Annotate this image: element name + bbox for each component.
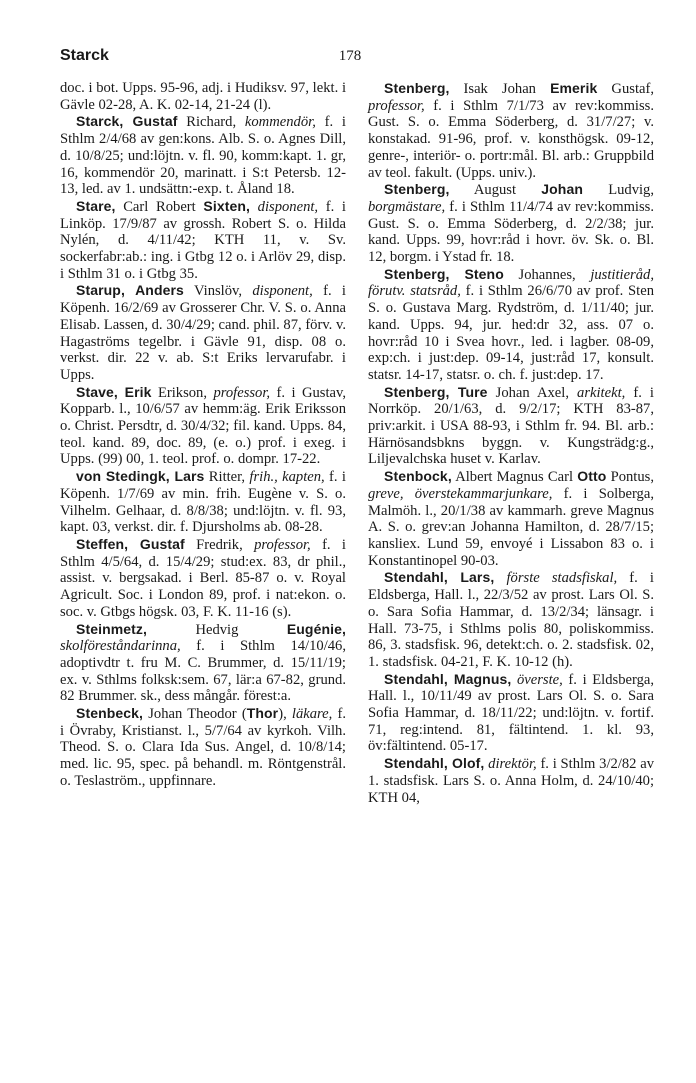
entry-name-emphasis: Sixten, bbox=[203, 197, 250, 214]
entry-title: förste stadsfiskal, bbox=[506, 570, 618, 587]
entry-title: kommendör, bbox=[244, 114, 316, 131]
entry-text: f. i Sthlm 11/4/74 av rev:kommiss. Gust. S. o. Emma Söderberg, d. 2/2/38; jur. kand. Upps. 99, hovr:råd i hovr. öv. Sk. o. Bl. 12, borgm. i Ystad fr. 18. bbox=[368, 198, 654, 266]
entry-name: Stenbeck, bbox=[76, 705, 144, 722]
biography-entry bbox=[368, 755, 654, 806]
entry-title: skolföreståndarinna, bbox=[60, 638, 181, 655]
entry-given-names bbox=[494, 570, 506, 586]
entry-name-emphasis: Emerik bbox=[550, 80, 598, 96]
entry-title: professor, bbox=[368, 97, 425, 114]
entry-name: Stenberg, bbox=[384, 80, 450, 96]
entry-text: f. i Köpenh. 1/7/69 av min. frih. Eugène v. S. o. Vilhelm. Gelhaar, d. 8/8/38; und:löjtn. v. fl. 93, kapt. 03, verkst. dir. f. Djursholms ab. 08-28. bbox=[60, 469, 346, 536]
entry-name: Stendahl, Olof, bbox=[384, 755, 485, 772]
entry-name: Stenbock, bbox=[384, 468, 452, 485]
biography-entry bbox=[368, 468, 654, 569]
entry-lead bbox=[368, 182, 449, 198]
entry-text: f. i Köpenh. 16/2/69 av Grosserer Chr. V. S. o. Anna Elisab. Lassen, d. 30/4/29; cand. phil. 87, förv. v. Hagaströms tegelbr. i Gävle 91, disp. 08 o. verkst. dir. 22 v. ab. S:t Eriks lervarufabr. i Upps. bbox=[60, 283, 346, 383]
entry-text: f. i Gustav, Kopparb. l., 10/6/57 av hemm:äg. Erik Eriksson o. Christ. Persdtr, d. 30/4/32; fil. kand. Upps. 84, teol. kand. 89, doc. 89, (e. o.) prof. i exeg. i Upps. (99) 00, 1. teol. prof. o. dompr. 17-22. bbox=[60, 384, 346, 468]
biography-entry bbox=[60, 536, 346, 621]
entry-lead bbox=[60, 622, 147, 638]
entry-lead bbox=[60, 706, 143, 722]
biography-entry bbox=[60, 384, 346, 469]
running-head bbox=[60, 47, 640, 69]
right-column bbox=[368, 80, 654, 806]
biography-entry bbox=[368, 384, 654, 469]
entry-name: Steinmetz, bbox=[76, 620, 148, 637]
entry-title: professor, bbox=[213, 384, 271, 401]
entry-given-names: Johannes, bbox=[503, 266, 591, 283]
entry-lead bbox=[368, 672, 511, 688]
entry-title: läkare, bbox=[291, 706, 333, 723]
entry-text: f. i Övraby, Kristianst. l., 5/7/64 av kyrkoh. Vilh. Theod. S. o. Clara Ida Sus. Angel, d. 10/8/14; med. lic. 95, spec. på behandl. m. Röntgenstrål. o. Teslaström., uppfinnare. bbox=[60, 706, 346, 789]
entry-name: Starup, Anders bbox=[76, 282, 184, 299]
entry-name-emphasis: Otto bbox=[577, 468, 607, 485]
entry-given-names: Albert Magnus Carl bbox=[451, 469, 578, 486]
entry-given-names-rest: Ludvig, bbox=[582, 182, 654, 199]
entry-title: överste, bbox=[517, 671, 563, 688]
entry-lead bbox=[60, 283, 184, 299]
page-number: 178 bbox=[338, 48, 362, 64]
entry-given-names: Isak Johan bbox=[449, 81, 551, 97]
entry-lead bbox=[60, 537, 185, 553]
entry-given-names: Fredrik, bbox=[184, 536, 255, 553]
entry-given-names: August bbox=[449, 182, 542, 199]
entry-name: Stare, bbox=[76, 197, 116, 214]
entry-text: f. i Linköp. 17/9/87 av grossh. Robert S. o. Hilda Nylén, d. 4/11/42; KTH 11, v. Sv. sockerfabr:ab.: ing. i Gtbg 12 o. i Arlöv 29, disp. i Sthlm 31 o. i Gtbg 35. bbox=[60, 198, 346, 282]
entry-lead bbox=[368, 267, 504, 283]
biography-entry bbox=[60, 113, 346, 198]
entry-name: Stave, Erik bbox=[76, 383, 152, 400]
entry-name: Steffen, Gustaf bbox=[76, 535, 185, 552]
entry-name-emphasis: Thor bbox=[246, 705, 279, 722]
entry-text: f. i Sthlm 4/5/64, d. 15/4/29; stud:ex. 83, dr phil., assist. v. bergsakad. i Berl. 85-87 o. v. Royal Agricult. Soc. i London 89, prof. i nat:ekon. o. soc. v. Gtbgs högsk. 03, F. K. 11-16 (s). bbox=[60, 536, 346, 620]
entry-given-names: Carl Robert bbox=[115, 198, 204, 215]
entry-lead bbox=[368, 570, 494, 586]
biography-entry bbox=[368, 80, 654, 181]
entry-name: von Stedingk, Lars bbox=[76, 468, 205, 485]
biography-entry bbox=[60, 621, 346, 706]
entry-given-names: Hedvig bbox=[147, 621, 287, 638]
entry-name: Stenberg, Steno bbox=[384, 265, 504, 282]
biography-entry bbox=[368, 671, 654, 756]
entry-text: f. i Norrköp. 20/1/63, d. 9/2/17; KTH 83-87, priv:arkit. i USA 88-93, i Sthlm fr. 94. Bl. arb.: Härnösandsbkns byggn. v. Kungsträdg:g., Liljevalchska huset v. Karlav. bbox=[368, 384, 654, 468]
entry-given-names: Richard, bbox=[177, 114, 245, 131]
entry-given-names: Erikson, bbox=[151, 384, 214, 401]
entry-lead bbox=[60, 385, 152, 401]
entry-lead bbox=[60, 469, 204, 485]
entry-text: f. i Eldsberga, Hall. l., 22/3/52 av prost. Lars Ol. S. o. Sara Sofia Hammar, d. 13/2/34; länsagr. i Hall. 73-75, i Sthlms polis 80, poliskommiss. 86, 3. stadsfisk. 96, detekt:ch. o. 2. stadsfisk. 02, 1. stadsfisk. 04-21, F. K. 10-12 (h). bbox=[368, 570, 654, 670]
entry-name: Stendahl, Magnus, bbox=[384, 670, 512, 687]
entry-name-emphasis: Johan bbox=[541, 181, 583, 198]
entry-text: f. i Eldsberga, Hall. l., 10/11/49 av prost. Lars Ol. S. o. Sara Sofia Hammar, d. 18/11/22; und:löjtn. v. fortif. 71, reg:intend. 81, fältintend. 1. kl. 93, öv:fältintend. 05-17. bbox=[368, 671, 654, 755]
entry-name: Starck, Gustaf bbox=[76, 113, 178, 130]
entry-lead bbox=[368, 81, 449, 97]
entry-lead bbox=[368, 469, 452, 485]
entry-text: f. i Solberga, Malmöh. l., 20/1/38 av kammarh. greve Magnus A. S. o. grev:an Johanna Hamilton, d. 28/7/15; kansliex. Lund 59, envoyé i Lissabon 83 o. i Konstantinopel 90-03. bbox=[368, 485, 654, 569]
continued-entry-text: doc. i bot. Upps. 95-96, adj. i Hudiksv. 97, lekt. i Gävle 02-28, A. K. 02-14, 21-24 (l). bbox=[60, 80, 346, 113]
entry-title: frih., kapten, bbox=[249, 469, 325, 486]
entry-title: borgmästare, bbox=[368, 198, 446, 215]
entry-text: f. i Sthlm 26/6/70 av prof. Sten S. o. Gustava Marg. Rydström, d. 1/11/40; jur. kand. Upps. 94, jur. hed:dr 32, ass. 07 o. hovr:råd 10 i Svea hovr., led. i lagber. 08-09, exp:ch. i just:dep. 09-14, just:råd 17, konsult. statsr. 14-17, statsr. o. ch. f. just:dep. 17. bbox=[368, 283, 654, 383]
entry-lead bbox=[60, 199, 116, 215]
biography-entry bbox=[60, 468, 346, 536]
left-column bbox=[60, 80, 346, 790]
biography-entry bbox=[368, 569, 654, 670]
entry-title: disponent, bbox=[252, 283, 313, 300]
biography-entry bbox=[60, 198, 346, 283]
entry-title: disponent, bbox=[250, 198, 319, 215]
entry-text: f. i Sthlm 2/4/68 av gen:kons. Alb. S. o. Agnes Dill, d. 10/8/25; und:löjtn. v. fl. 90, komm:kapt. 1. gr, 16, kommendör 20, marinatt. i S:t Petersb. 12-13, led. av 1. undsättn:-exp. t. Åland 18. bbox=[60, 114, 346, 198]
entry-given-names-rest: Pontus, bbox=[606, 469, 654, 486]
biography-entry bbox=[60, 282, 346, 383]
entry-name: Stenberg, bbox=[384, 181, 450, 198]
biography-entry bbox=[368, 266, 654, 384]
entry-title: professor, bbox=[254, 536, 311, 553]
entry-lead bbox=[368, 385, 488, 401]
entry-given-names: Johan Axel, bbox=[487, 384, 578, 401]
biography-entry bbox=[60, 705, 346, 790]
entry-name: Stendahl, Lars, bbox=[384, 569, 495, 586]
entry-given-names: Vinslöv, bbox=[183, 283, 253, 300]
entry-lead bbox=[368, 756, 484, 772]
entry-given-names-rest: Gustaf, bbox=[597, 81, 654, 97]
entry-text: f. i Sthlm 7/1/73 av rev:kommiss. Gust. S. o. Emma Söderberg, d. 31/7/27; v. konstakad. 91-96, prof. v. konsthögsk. 09-12, genre-, interiör- o. portr:mål. Bl. arb.: Gruppbild av teol. fakult. (Upps. univ.). bbox=[368, 97, 654, 181]
entry-given-names: Ritter, bbox=[204, 469, 250, 486]
entry-lead bbox=[60, 114, 177, 130]
entry-title: justitieråd, förutv. statsråd, bbox=[368, 266, 654, 300]
entry-given-names-rest: ), bbox=[278, 706, 292, 723]
entry-title: direktör, bbox=[488, 756, 537, 773]
entry-title: greve, överstekammarjunkare, bbox=[368, 485, 553, 502]
left-entries bbox=[60, 113, 346, 789]
running-head-word: Starck bbox=[60, 47, 109, 64]
entry-given-names: Johan Theodor ( bbox=[143, 706, 247, 723]
entry-name: Stenberg, Ture bbox=[384, 383, 488, 400]
biography-entry bbox=[368, 181, 654, 266]
entry-text: f. i Sthlm 3/2/82 av 1. stadsfisk. Lars S. o. Anna Holm, d. 24/10/40; KTH 04, bbox=[368, 756, 655, 806]
right-entries bbox=[368, 80, 654, 806]
entry-name-emphasis: Eugénie, bbox=[286, 620, 346, 637]
entry-title: arkitekt, bbox=[577, 384, 626, 401]
entry-text: f. i Sthlm 14/10/46, adoptivdtr t. fru M. C. Brummer, d. 15/11/19; ex. v. Sthlms folksk:sem. 67, lär:a 67-82, grund. 82 Brummer. sk., dess mångår. förest:a. bbox=[60, 638, 346, 705]
